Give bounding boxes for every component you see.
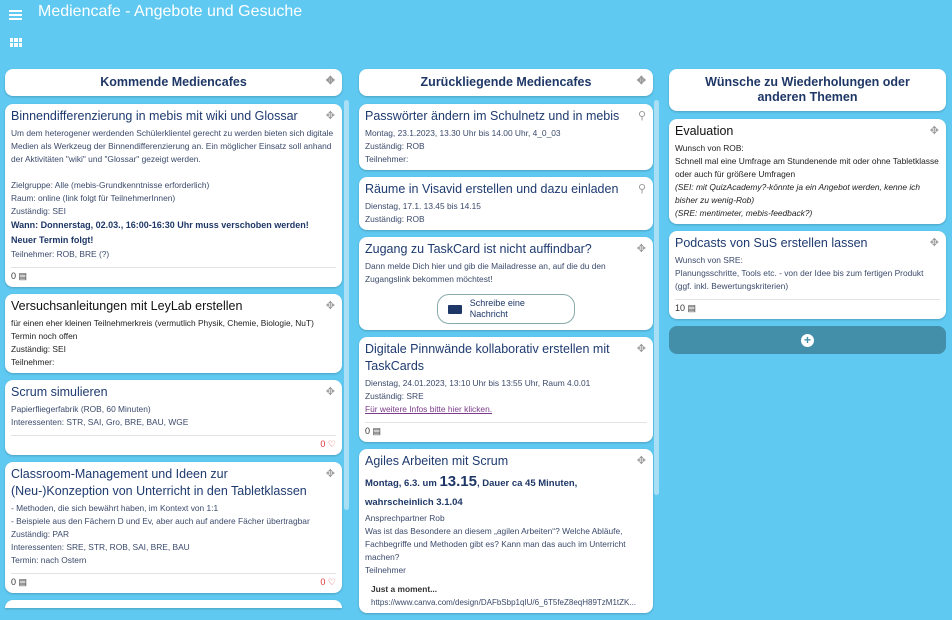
card-title: Versuchsanleitungen mit LeyLab erstellen xyxy=(11,299,243,313)
card[interactable] xyxy=(5,104,342,287)
card[interactable] xyxy=(359,237,653,330)
comment-icon: ▤ xyxy=(685,303,697,313)
card-line: Papierfliegerfabrik (ROB, 60 Minuten) xyxy=(11,404,151,414)
column-header[interactable] xyxy=(669,69,946,111)
comment-count: 10 xyxy=(675,303,686,313)
move-icon[interactable]: ✥ xyxy=(636,243,646,255)
card-footer xyxy=(365,422,647,438)
add-card-button[interactable] xyxy=(669,326,946,354)
card-title: Räume in Visavid erstellen und dazu einladen xyxy=(365,182,619,196)
card-line: - Methoden, die sich bewährt haben, im Kontext von 1:1 xyxy=(11,503,219,513)
column-kommende xyxy=(5,69,342,608)
hamburger-icon[interactable] xyxy=(9,10,22,20)
comment-count: 0 xyxy=(11,271,17,281)
card[interactable] xyxy=(359,449,653,613)
comment-icon: ▤ xyxy=(16,271,28,281)
card-line: Zuständig: ROB xyxy=(365,214,425,224)
card-line: Wunsch von ROB: xyxy=(675,143,744,153)
card-line: - Beispiele aus den Fächern D und Ev, aber auch auf andere Fächer übertragbar xyxy=(11,516,310,526)
move-icon[interactable]: ✥ xyxy=(325,300,335,312)
card[interactable] xyxy=(359,337,653,442)
card-line: Um dem heterogener werdenden Schülerklientel gerecht zu werden bieten sich digitale Medien als Werkzeug der Binnendifferenzierung an. Ein möglicher Einsatz soll anhand der Aktivitäten "wiki" und "Glossar" gezeigt werden. xyxy=(11,128,334,164)
column-wuensche xyxy=(669,69,946,354)
card-line: Dienstag, 24.01.2023, 13:10 Uhr bis 13:55 Uhr, Raum 4.0.01 xyxy=(365,378,591,388)
card[interactable] xyxy=(669,119,946,224)
card-line: für einen eher kleinen Teilnehmerkreis (vermutlich Physik, Chemie, Biologie, NuT) xyxy=(11,318,314,328)
card-line: Dann melde Dich hier und gib die Mailadresse an, auf die du den Zugangslink bekommen möchtest! xyxy=(365,261,606,284)
move-icon[interactable]: ✥ xyxy=(636,75,646,87)
card-line[interactable]: https://www.canva.com/design/DAFbSbp1qIU/6_6T5feZ8eqH89TzM1tZK... xyxy=(371,598,637,607)
card[interactable] xyxy=(5,600,342,608)
comment-count: 0 xyxy=(365,426,371,436)
card-title: Podcasts von SuS erstellen lassen xyxy=(675,236,868,250)
move-icon[interactable]: ✥ xyxy=(325,110,335,122)
comment-icon: ▤ xyxy=(370,426,382,436)
card-footer xyxy=(11,267,336,283)
card-line: (SRE: mentimeter, mebis-feedback?) xyxy=(675,208,813,218)
like-button[interactable] xyxy=(320,438,336,451)
card-line: Zuständig: SEI xyxy=(11,344,66,354)
plus-circle-icon: + xyxy=(801,334,814,347)
app-title: Mediencafe - Angebote und Gesuche xyxy=(38,3,303,20)
column-title: Wünsche zu Wiederholungen oder anderen Themen xyxy=(705,75,910,104)
heart-icon: ♡ xyxy=(325,577,336,587)
card-line: Was ist das Besondere an diesem „agilen Arbeiten“? Welche Abläufe, Fachbegriffe und Methoden gibt es? Kann man das auch im Unterricht machen? xyxy=(365,526,626,562)
move-icon[interactable]: ✥ xyxy=(325,386,335,398)
comments-button[interactable] xyxy=(11,270,27,283)
board-layout-icon[interactable] xyxy=(10,38,22,47)
card[interactable] xyxy=(5,294,342,373)
card-title: Evaluation xyxy=(675,124,734,138)
card[interactable] xyxy=(5,462,342,593)
time-large: 13.15 xyxy=(439,473,477,490)
search-icon[interactable]: ⚲ xyxy=(637,183,646,195)
card-footer xyxy=(11,573,336,589)
button-label: Schreibe eine Nachricht xyxy=(469,298,525,319)
card-line: Just a moment... xyxy=(371,584,438,594)
card-line: Ansprechpartner Rob xyxy=(365,513,445,523)
card-title: Binnendifferenzierung in mebis mit wiki und Glossar xyxy=(11,109,298,123)
card-line: Zuständig: PAR xyxy=(11,529,70,539)
card-title: Digitale Pinnwände kollaborativ erstellen mit TaskCards xyxy=(365,342,610,373)
card-line: Raum: online (link folgt für TeilnehmerInnen) xyxy=(11,193,176,203)
like-count: 0 xyxy=(320,577,326,587)
column-title: Kommende Mediencafes xyxy=(100,75,247,89)
comments-button[interactable] xyxy=(11,576,27,589)
card-line: Termin noch offen xyxy=(11,331,78,341)
like-button[interactable] xyxy=(320,576,336,589)
column-header[interactable] xyxy=(359,69,653,96)
card-line-bold xyxy=(365,472,647,512)
card[interactable] xyxy=(359,177,653,230)
card-footer xyxy=(11,435,336,451)
card-line: Dienstag, 17.1. 13.45 bis 14.15 xyxy=(365,201,481,211)
move-icon[interactable]: ✥ xyxy=(636,455,646,467)
card-title: Zugang zu TaskCard ist nicht auffindbar? xyxy=(365,242,592,256)
card[interactable] xyxy=(5,380,342,455)
search-icon[interactable]: ⚲ xyxy=(637,110,646,122)
comment-count: 0 xyxy=(11,577,17,587)
card-title: Passwörter ändern im Schulnetz und in mebis xyxy=(365,109,620,123)
card-line: Wann: Donnerstag, 02.03., 16:00-16:30 Uhr muss verschoben werden! Neuer Termin folgt! xyxy=(11,220,309,245)
card-line xyxy=(11,166,336,179)
card-line: Zielgruppe: Alle (mebis-Grundkenntnisse erforderlich) xyxy=(11,180,210,190)
column-title: Zurückliegende Mediencafes xyxy=(420,75,592,89)
heart-icon: ♡ xyxy=(325,439,336,449)
card-title: Classroom-Management und Ideen zur (Neu-)Konzeption von Unterricht in den Tabletklassen xyxy=(11,467,307,498)
comments-button[interactable] xyxy=(675,302,696,315)
card[interactable] xyxy=(359,104,653,170)
card-line: Montag, 23.1.2023, 13.30 Uhr bis 14.00 Uhr, 4_0_03 xyxy=(365,128,561,138)
card-line: Teilnehmer: ROB, BRE (?) xyxy=(11,249,110,259)
card-line: (SEI: mit QuizAcademy?-könnte ja ein Angebot werden, kenne ich bisher zu wenig-Rob) xyxy=(675,182,921,205)
text: , Dauer ca 45 Minuten, wahrscheinlich 3.1.04 xyxy=(365,478,578,508)
column-header[interactable] xyxy=(5,69,342,96)
card-line: Wunsch von SRE: xyxy=(675,255,743,265)
text: Montag, 6.3. um xyxy=(365,478,440,489)
comments-button[interactable] xyxy=(365,425,381,438)
card-line: Zuständig: SRE xyxy=(365,391,424,401)
move-icon[interactable]: ✥ xyxy=(929,237,939,249)
card-line: Schnell mal eine Umfrage am Stundenende mit oder ohne Tabletklasse oder auch für größere Umfragen xyxy=(675,156,939,179)
card-line: Termin: nach Ostern xyxy=(11,555,87,565)
card-title: Agiles Arbeiten mit Scrum xyxy=(365,454,509,468)
scrollbar[interactable] xyxy=(654,100,659,495)
card-line: Interessenten: STR, SAI, Gro, BRE, BAU, WGE xyxy=(11,417,189,427)
card-line: Zuständig: ROB xyxy=(365,141,425,151)
info-link[interactable]: Für weitere Infos bitte hier klicken. xyxy=(365,404,493,414)
card-footer xyxy=(675,299,940,315)
card-line: Interessenten: SRE, STR, ROB, SAI, BRE, BAU xyxy=(11,542,190,552)
move-icon[interactable]: ✥ xyxy=(929,125,939,137)
move-icon[interactable]: ✥ xyxy=(325,75,335,87)
column-zurueckliegende xyxy=(359,69,653,620)
card[interactable] xyxy=(669,231,946,319)
move-icon[interactable]: ✥ xyxy=(636,343,646,355)
contact-card-icon xyxy=(448,305,462,314)
card-title: Scrum simulieren xyxy=(11,385,108,399)
write-message-button[interactable] xyxy=(437,294,575,324)
scrollbar[interactable] xyxy=(344,100,349,510)
card-line: Zuständig: SEI xyxy=(11,206,66,216)
like-count: 0 xyxy=(320,439,326,449)
card-line: Planungsschritte, Tools etc. - von der Idee bis zum fertigen Produkt (ggf. inkl. Bewertungskriterien) xyxy=(675,268,924,291)
comment-icon: ▤ xyxy=(16,577,28,587)
card-line: Teilnehmer: xyxy=(11,357,55,367)
card-line: Teilnehmer xyxy=(365,565,406,575)
card-line: Teilnehmer: xyxy=(365,154,409,164)
move-icon[interactable]: ✥ xyxy=(325,468,335,480)
